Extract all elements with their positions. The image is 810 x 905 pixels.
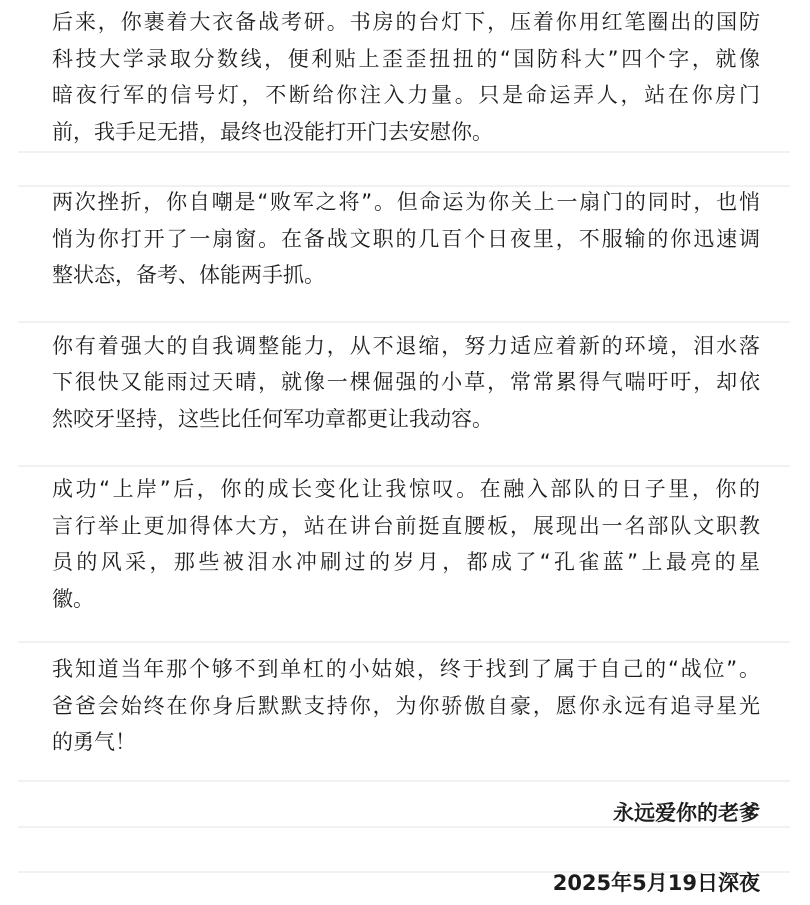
signature: 永远爱你的老爹 — [613, 800, 760, 825]
paragraph-2 — [52, 184, 760, 294]
paragraph-4 — [52, 471, 760, 617]
text-line: 徽。 — [52, 586, 94, 611]
text-line: 爸爸会始终在你身后默默支持你，为你骄傲自豪，愿你永远有追寻星光 — [52, 693, 760, 718]
text-line: 然咬牙坚持，这些比任何军功章都更让我动容。 — [52, 406, 493, 431]
text-line: 整状态，备考、体能两手抓。 — [52, 263, 325, 287]
text-line: 成功“上岸”后，你的成长变化让我惊叹。在融入部队的日子里，你的 — [52, 477, 760, 501]
letter-body — [52, 4, 760, 902]
paragraph-1 — [52, 4, 760, 150]
letter-date: 2025年5月19日深夜 — [552, 871, 760, 895]
text-line: 悄为你打开了一扇窗。在备战文职的几百个日夜里，不服输的你迅速调 — [52, 226, 760, 251]
paragraph-3 — [52, 328, 760, 438]
text-line: 言行举止更加得体大方，站在讲台前挺直腰板，展现出一名部队文职教 — [52, 513, 760, 538]
paragraph-5 — [52, 651, 760, 761]
text-line: 暗夜行军的信号灯，不断给你注入力量。只是命运弄人，站在你房门 — [52, 83, 760, 107]
text-line: 员的风采，那些被泪水冲刷过的岁月，都成了“孔雀蓝”上最亮的星 — [52, 550, 760, 574]
text-line: 两次挫折，你自嘲是“败军之将”。但命运为你关上一扇门的同时，也悄 — [52, 190, 760, 214]
text-line: 后来，你裹着大衣备战考研。书房的台灯下，压着你用红笔圈出的国防 — [52, 10, 760, 34]
text-line: 下很快又能雨过天晴，就像一棵倔强的小草，常常累得气喘吁吁，却依 — [52, 370, 760, 394]
text-line: 的勇气！ — [52, 730, 136, 754]
text-line: 前，我手足无措，最终也没能打开门去安慰你。 — [52, 119, 493, 144]
text-line: 你有着强大的自我调整能力，从不退缩，努力适应着新的环境，泪水落 — [52, 333, 760, 358]
text-line: 我知道当年那个够不到单杠的小姑娘，终于找到了属于自己的“战位”。 — [52, 657, 760, 681]
text-line: 科技大学录取分数线，便利贴上歪歪扭扭的“国防科大”四个字，就像 — [52, 46, 760, 71]
